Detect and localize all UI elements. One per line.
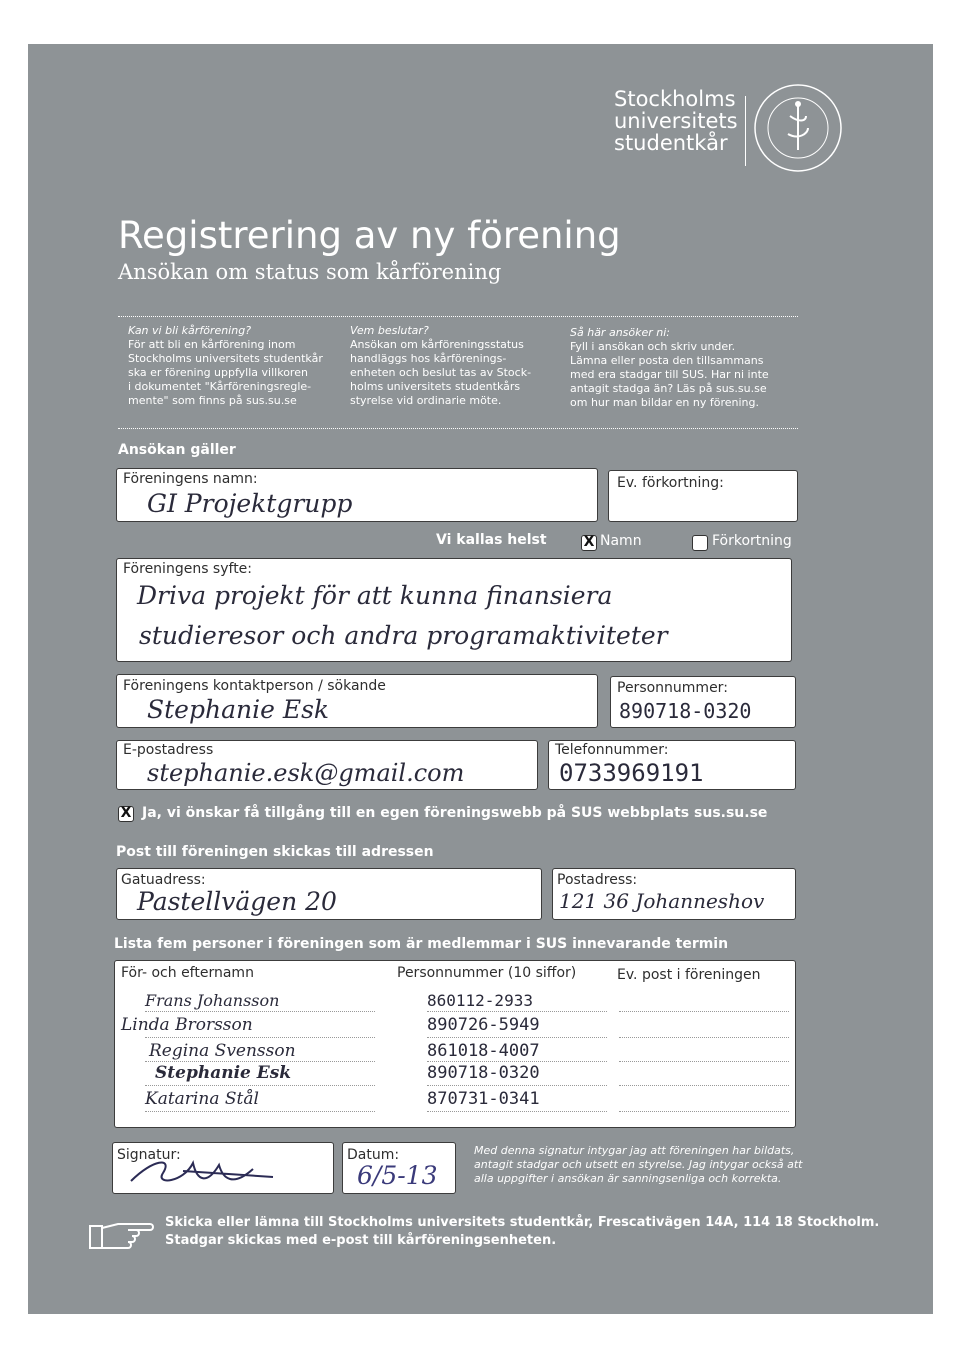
section-members: Lista fem personer i föreningen som är medlemmar i SUS innevarande termin — [114, 936, 729, 952]
association-name-field[interactable] — [116, 468, 598, 522]
option-abbreviation-checkbox[interactable] — [692, 535, 708, 551]
email-label: E-postadress — [123, 742, 214, 758]
date-label: Datum: — [347, 1147, 400, 1163]
info-col-1 — [128, 324, 328, 408]
logo-divider — [745, 96, 746, 166]
personal-number-field[interactable] — [610, 676, 796, 728]
postal-address-label: Postadress: — [557, 872, 638, 888]
info-col-3-line: med era stadgar till SUS. Har ni inte — [570, 368, 769, 381]
info-col-3-line: Lämna eller posta den tillsammans — [570, 354, 764, 367]
phone-field[interactable] — [548, 740, 796, 790]
member-pnr: 860112-2933 — [427, 991, 533, 1010]
member-pnr: 890718-0320 — [427, 1063, 540, 1083]
abbreviation-label: Ev. förkortning: — [617, 475, 724, 491]
row-divider — [427, 1011, 607, 1012]
info-col-2-line: handläggs hos kårförenings- — [350, 352, 507, 365]
info-col-2-line: styrelse vid ordinarie möte. — [350, 394, 502, 407]
info-col-3-line: antagit stadga än? Läs på sus.su.se — [570, 382, 767, 395]
members-table — [114, 960, 796, 1128]
date-field[interactable] — [342, 1142, 456, 1194]
university-seal-icon — [752, 82, 844, 174]
street-address-field[interactable] — [116, 868, 542, 920]
info-col-3 — [570, 326, 790, 410]
page-subtitle: Ansökan om status som kårförening — [118, 260, 502, 284]
association-name-value: GI Projektgrupp — [147, 489, 353, 518]
purpose-field[interactable] — [116, 558, 792, 662]
date-value: 6/5-13 — [357, 1161, 438, 1190]
signature-note — [474, 1144, 802, 1186]
email-value: stephanie.esk@gmail.com — [147, 759, 465, 787]
row-divider — [427, 1037, 607, 1038]
pointing-hand-icon — [88, 1216, 158, 1252]
signature-field[interactable] — [112, 1142, 334, 1194]
page-title: Registrering av ny förening — [118, 214, 621, 257]
info-col-2-question: Vem beslutar? — [350, 324, 429, 337]
info-col-3-line: Fyll i ansökan och skriv under. — [570, 340, 736, 353]
purpose-line-1: Driva projekt för att kunna finansiera — [137, 581, 613, 610]
row-divider — [619, 1061, 789, 1062]
row-divider — [145, 1085, 375, 1086]
contact-person-label: Föreningens kontaktperson / sökande — [123, 678, 386, 694]
web-access-checkbox[interactable]: X — [118, 806, 134, 822]
row-divider — [427, 1111, 607, 1112]
street-address-label: Gatuadress: — [121, 872, 206, 888]
email-field[interactable] — [116, 740, 538, 790]
info-col-1-question: Kan vi bli kårförening? — [128, 324, 252, 337]
contact-person-value: Stephanie Esk — [147, 695, 330, 724]
info-col-3-question: Så här ansöker ni: — [570, 326, 671, 339]
section-applies: Ansökan gäller — [118, 442, 236, 458]
member-name: Linda Brorsson — [121, 1015, 253, 1035]
footer-line-2: Stadgar skickas med e-post till kårföreningsenheten. — [165, 1233, 557, 1248]
contact-person-field[interactable] — [116, 674, 598, 728]
info-col-1-line: För att bli en kårförening inom — [128, 338, 296, 351]
info-col-2-line: holms universitets studentkårs — [350, 380, 521, 393]
row-divider — [427, 1085, 607, 1086]
option-abbreviation-label: Förkortning — [712, 533, 792, 549]
info-col-1-line: Stockholms universitets studentkår — [128, 352, 323, 365]
members-col-pnr-header: Personnummer (10 siffor) — [397, 965, 577, 981]
info-separator-bottom — [118, 428, 798, 429]
info-col-2 — [350, 324, 550, 408]
members-col-name-header: För- och efternamn — [121, 965, 254, 981]
row-divider — [619, 1085, 789, 1086]
logo-line-2: universitets — [614, 109, 738, 133]
info-col-1-line: ska er förening uppfylla villkoren — [128, 366, 308, 379]
signature-label: Signatur: — [117, 1147, 181, 1163]
row-divider — [427, 1061, 607, 1062]
signature-note-line: Med denna signatur intygar jag att föreningen har bildats, — [474, 1144, 795, 1157]
row-divider — [145, 1061, 375, 1062]
signature-note-line: antagit stadgar och utsett en styrelse. Jag intygar också att — [474, 1158, 803, 1171]
info-separator-top — [118, 316, 798, 317]
footer-line-1: Skicka eller lämna till Stockholms universitets studentkår, Frescativägen 14A, 114 18 Stockholm. — [165, 1215, 880, 1230]
member-name: Katarina Stål — [145, 1089, 259, 1109]
purpose-label: Föreningens syfte: — [123, 561, 253, 577]
web-access-label: Ja, vi önskar få tillgång till en egen föreningswebb på SUS webbplats sus.su.se — [142, 805, 768, 821]
option-name-label: Namn — [600, 533, 642, 549]
section-post-address: Post till föreningen skickas till adressen — [116, 844, 434, 860]
info-col-1-line: i dokumentet "Kårföreningsregle- — [128, 380, 312, 393]
info-col-2-line: enheten och beslut tas av Stock- — [350, 366, 532, 379]
option-name-checkbox[interactable]: X — [581, 535, 597, 551]
called-label: Vi kallas helst — [436, 532, 547, 548]
member-name: Regina Svensson — [149, 1041, 296, 1061]
row-divider — [619, 1011, 789, 1012]
form-sheet — [28, 44, 933, 1314]
info-col-1-line: mente" som finns på sus.su.se — [128, 394, 297, 407]
info-col-2-line: Ansökan om kårföreningsstatus — [350, 338, 524, 351]
phone-label: Telefonnummer: — [555, 742, 669, 758]
personal-number-value: 890718-0320 — [619, 699, 752, 723]
member-pnr: 861018-4007 — [427, 1041, 540, 1061]
member-name: Frans Johansson — [145, 991, 280, 1010]
postal-address-field[interactable] — [552, 868, 796, 920]
row-divider — [145, 1111, 375, 1112]
street-address-value: Pastellvägen 20 — [137, 887, 337, 916]
logo-text — [614, 88, 738, 154]
member-pnr: 890726-5949 — [427, 1015, 540, 1035]
handwritten-signature-icon — [123, 1151, 303, 1193]
row-divider — [145, 1011, 375, 1012]
abbreviation-field[interactable] — [608, 470, 798, 522]
info-col-3-line: om hur man bildar en ny förening. — [570, 396, 760, 409]
member-pnr: 870731-0341 — [427, 1089, 540, 1109]
row-divider — [619, 1037, 789, 1038]
member-name: Stephanie Esk — [155, 1063, 292, 1083]
association-name-label: Föreningens namn: — [123, 471, 258, 487]
members-col-post-header: Ev. post i föreningen — [617, 967, 761, 983]
logo-line-3: studentkår — [614, 131, 728, 155]
phone-value: 0733969191 — [559, 759, 704, 787]
purpose-line-2: studieresor och andra programaktiviteter — [139, 621, 668, 650]
row-divider — [145, 1037, 375, 1038]
logo-line-1: Stockholms — [614, 87, 736, 111]
personal-number-label: Personnummer: — [617, 680, 728, 696]
row-divider — [619, 1111, 789, 1112]
postal-address-value: 121 36 Johanneshov — [559, 889, 765, 913]
signature-note-line: alla uppgifter i ansökan är sanningsenliga och korrekta. — [474, 1172, 782, 1185]
